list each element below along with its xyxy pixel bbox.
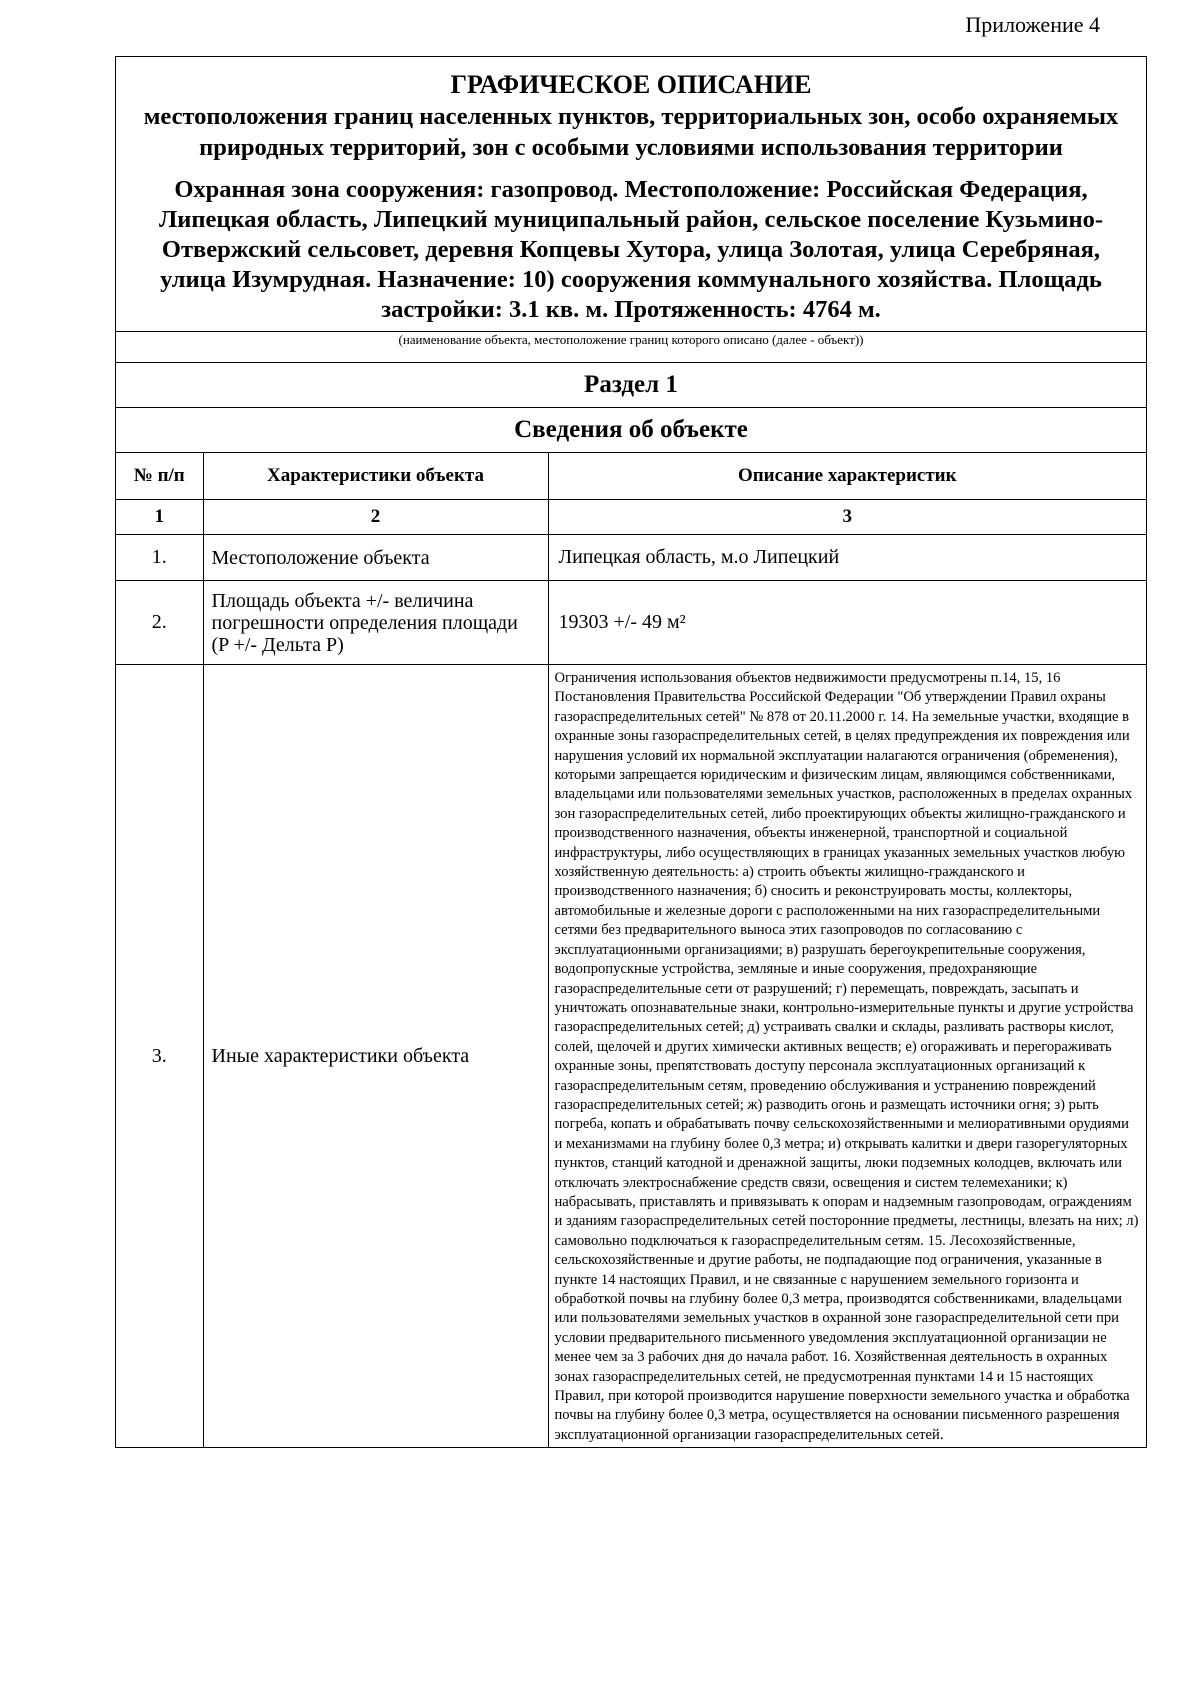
column-number: 1 — [116, 500, 203, 535]
object-caption: (наименование объекта, местоположение границ которого описано (далее - объект)) — [116, 331, 1146, 362]
row-description: Ограничения использования объектов недвижимости предусмотрены п.14, 15, 16 Постановления Правительства Российской Федерации "Об утверждении Правил охраны газораспределительных сетей" № 878 от 20.11.2000 г. 14. На земельные участки, входящие в охранные зоны газораспределительных сетей, в целях предупреждения их повреждения или нарушения условий их нормальной эксплуатации налагаются ограничения (обременения), которыми запрещается юридическим и физическим лицам, являющимся собственниками, владельцами или пользователями земельных участков, расположенных в пределах охранных зон газораспределительных сетей, либо проектирующих объекты жилищно-гражданского и производственного назначения, объекты инженерной, транспортной и социальной инфраструктуры, либо осуществляющих в границах указанных земельных участков любую хозяйственную деятельность: а) строить объекты жилищно-гражданского и производственного назначения; б) сносить и реконструировать мосты, коллекторы, автомобильные и железные дороги с расположенными на них газораспределительными сетями без предварительного выноса этих газопроводов по согласованию с эксплуатационными организациями; в) разрушать берегоукрепительные сооружения, водопропускные устройства, земляные и иные сооружения, предохраняющие газораспределительные сети от разрушений; г) перемещать, повреждать, засыпать и уничтожать опознавательные знаки, контрольно-измерительные пункты и другие устройства газораспределительных сетей; д) устраивать свалки и склады, разливать растворы кислот, солей, щелочей и других химически активных веществ; е) огораживать и перегораживать охранные зоны, препятствовать доступу персонала эксплуатационных организаций к газораспределительным сетям, проведению обслуживания и устранению повреждений газораспределительных сетей; ж) разводить огонь и размещать источники огня; з) рыть погреба, копать и обрабатывать почву сельскохозяйственными и мелиоративными орудиями и механизмами на глубину более 0,3 метра; и) открывать калитки и двери газорегуляторных пунктов, станций катодной и дренажной защиты, люки подземных колодцев, включать или отключать электроснабжение средств связи, освещения и систем телемеханики; к) набрасывать, приставлять и привязывать к опорам и надземным газопроводам, ограждениям и зданиям газораспределительных сетей посторонние предметы, лестницы, влезать на них; л) самовольно подключаться к газораспределительным сетям. 15. Лесохозяйственные, сельскохозяйственные и другие работы, не подпадающие под ограничения, указанные в пункте 14 настоящих Правил, и не связанные с нарушением земельного горизонта и обработкой почвы на глубину более 0,3 метра, производятся собственниками, владельцами или пользователями земельных участков в охранной зоне газораспределительной сети при условии предварительного письменного уведомления эксплуатационной организации не менее чем за 3 рабочих дня до начала работ. 16. Хозяйственная деятельность в охранных зонах газораспределительных сетей, не предусмотренная пунктами 14 и 15 настоящих Правил, при которой производится нарушение поверхности земельного участка и обработка почвы на глубину более 0,3 метра, осуществляется на основании письменного разрешения эксплуатационной организации газораспределительных сетей. — [548, 665, 1146, 1448]
object-description: Охранная зона сооружения: газопровод. Местоположение: Российская Федерация, Липецкая область, Липецкий муниципальный район, сельское поселение Кузьмино-Отвержский сельсовет, деревня Копцевы Хутора, улица Золотая, улица Серебряная, улица Изумрудная. Назначение: 10) сооружения коммунального хозяйства. Площадь застройки: 3.1 кв. м. Протяженность: 4764 м. — [158, 176, 1104, 323]
table-row — [116, 581, 1146, 665]
row-characteristic: Местоположение объекта — [203, 535, 548, 581]
column-number-row — [116, 500, 1146, 535]
row-number: 3. — [116, 665, 203, 1448]
document-header — [116, 57, 1146, 331]
column-number: 2 — [203, 500, 548, 535]
document-subtitle: местоположения границ населенных пунктов, территориальных зон, особо охраняемых природных территорий, зон с особыми условиями использования территории — [143, 103, 1119, 161]
header-number: № п/п — [116, 453, 203, 500]
table-header-row — [116, 453, 1146, 500]
row-characteristic: Площадь объекта +/- величина погрешности определения площади (P +/- Дельта P) — [203, 581, 548, 665]
appendix-label: Приложение 4 — [965, 12, 1100, 37]
row-characteristic: Иные характеристики объекта — [203, 665, 548, 1448]
table-row — [116, 665, 1146, 1448]
column-number: 3 — [548, 500, 1146, 535]
document-frame — [115, 56, 1147, 1448]
section-subtitle: Сведения об объекте — [116, 407, 1146, 452]
row-number: 1. — [116, 535, 203, 581]
header-description: Описание характеристик — [548, 453, 1146, 500]
row-description: Липецкая область, м.о Липецкий — [548, 535, 1146, 581]
header-characteristic: Характеристики объекта — [203, 453, 548, 500]
row-description: 19303 +/- 49 м² — [548, 581, 1146, 665]
row-number: 2. — [116, 581, 203, 665]
document-title: ГРАФИЧЕСКОЕ ОПИСАНИЕ — [450, 70, 812, 99]
section-title: Раздел 1 — [116, 362, 1146, 407]
object-info-table — [116, 452, 1146, 1447]
table-row — [116, 535, 1146, 581]
